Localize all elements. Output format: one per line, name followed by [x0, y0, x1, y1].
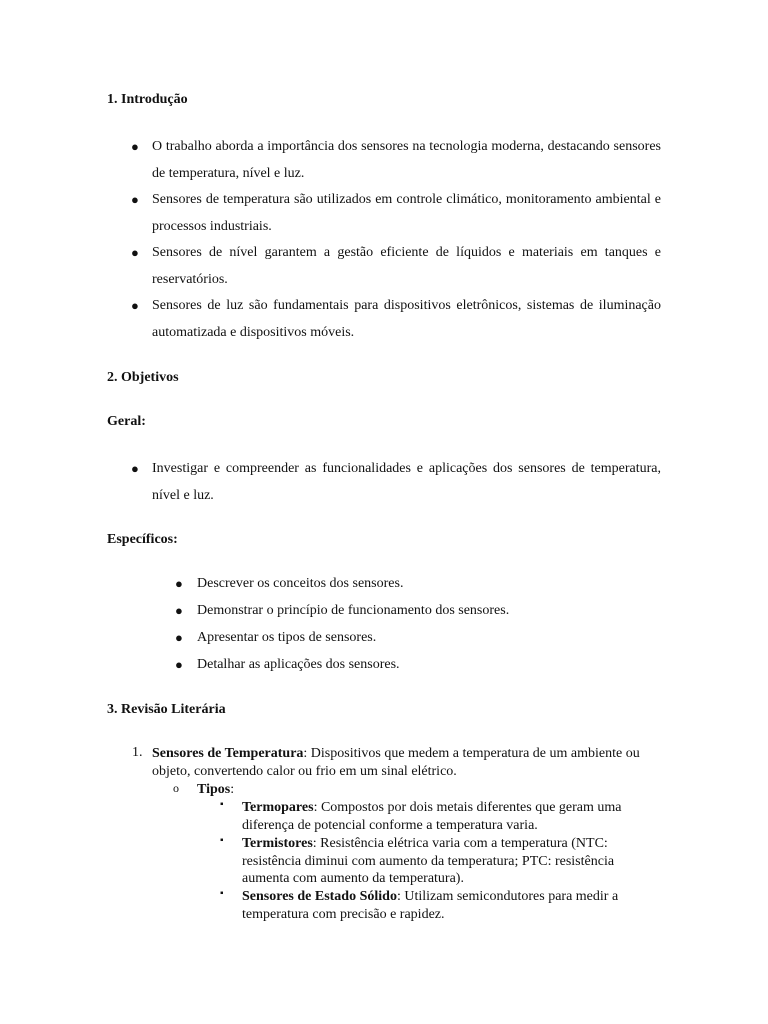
- bullet-icon: ●: [131, 139, 139, 154]
- list-item-text: Descrever os conceitos dos sensores.: [197, 576, 404, 591]
- subheading-geral: Geral:: [107, 414, 146, 429]
- square-bullet-icon: ▪: [220, 888, 224, 899]
- list-item-text: : Dispositivos que medem a temperatura de um ambiente ou objeto, convertendo calor ou frio em um sinal elétrico.: [152, 746, 640, 779]
- bullet-icon: ●: [131, 461, 139, 476]
- list-item: [175, 630, 377, 646]
- square-bullet-icon: ▪: [220, 835, 224, 846]
- list-item: [131, 292, 661, 346]
- list-item-text: Sensores de temperatura são utilizados em controle climático, monitoramento ambiental e processos industriais.: [152, 192, 661, 234]
- list-item-text: Detalhar as aplicações dos sensores.: [197, 657, 400, 672]
- section-heading-objetivos: 2. Objetivos: [107, 370, 179, 385]
- subheading-especificos: Específicos:: [107, 532, 178, 547]
- list-item-text: Apresentar os tipos de sensores.: [197, 630, 377, 645]
- bullet-icon: ●: [131, 245, 139, 260]
- square-bullet-icon: ▪: [220, 799, 224, 810]
- list-item: [131, 455, 661, 509]
- list-item-title: Tipos: [197, 782, 231, 797]
- list-item-title: Termistores: [242, 836, 313, 851]
- bullet-icon: ●: [175, 603, 183, 618]
- bullet-icon: ●: [131, 192, 139, 207]
- list-item-text: : Utilizam semicondutores para medir a temperatura com precisão e rapidez.: [242, 889, 619, 922]
- list-item: [242, 799, 662, 834]
- bullet-icon: ●: [131, 298, 139, 313]
- list-item-text: : Resistência elétrica varia com a temperatura (NTC: resistência diminui com aumento da temperatura; PTC: resistência aumenta com aumento da temperatura).: [242, 836, 615, 886]
- list-item-text: Sensores de luz são fundamentais para dispositivos eletrônicos, sistemas de iluminação automatizada e dispositivos móveis.: [152, 298, 661, 340]
- list-item-colon: :: [230, 782, 235, 797]
- list-item: [175, 576, 404, 592]
- list-item-text: Investigar e compreender as funcionalidades e aplicações dos sensores de temperatura, nível e luz.: [152, 461, 661, 503]
- section-heading-revisao-literaria: 3. Revisão Literária: [107, 702, 226, 717]
- list-item-text: : Compostos por dois metais diferentes que geram uma diferença de potencial conforme a temperatura varia.: [242, 800, 622, 833]
- list-item: [175, 657, 400, 673]
- list-item: [175, 603, 510, 619]
- list-item: [152, 745, 664, 780]
- list-item-text: Demonstrar o princípio de funcionamento dos sensores.: [197, 603, 510, 618]
- list-item: [242, 888, 662, 923]
- list-item-title: Sensores de Temperatura: [152, 746, 304, 761]
- bullet-icon: ●: [175, 657, 183, 672]
- list-item: [131, 239, 661, 293]
- list-item: [131, 186, 661, 240]
- circle-bullet-icon: o: [173, 781, 179, 795]
- list-item: [242, 835, 662, 888]
- list-number: 1.: [132, 745, 143, 760]
- list-item-title: Sensores de Estado Sólido: [242, 889, 397, 904]
- list-item-text: O trabalho aborda a importância dos sensores na tecnologia moderna, destacando sensores de temperatura, nível e luz.: [152, 139, 661, 181]
- list-item-title: Termopares: [242, 800, 314, 815]
- list-item: [131, 133, 661, 187]
- list-item: [197, 781, 234, 799]
- bullet-icon: ●: [175, 630, 183, 645]
- list-item-text: Sensores de nível garantem a gestão eficiente de líquidos e materiais em tanques e reservatórios.: [152, 245, 661, 287]
- bullet-icon: ●: [175, 576, 183, 591]
- section-heading-introducao: 1. Introdução: [107, 92, 188, 107]
